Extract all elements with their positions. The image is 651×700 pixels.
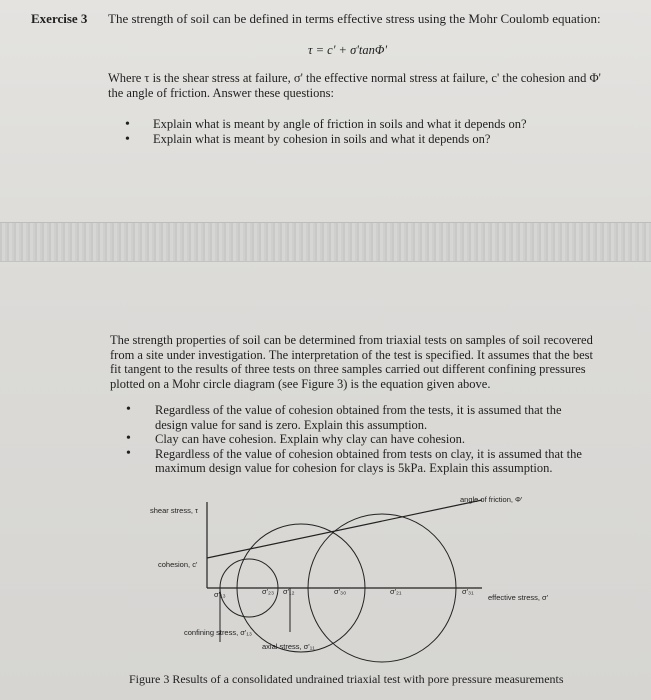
sigma-21-label: σ'₂₁ [390,587,402,596]
figure-caption: Figure 3 Results of a consolidated undrained triaxial test with pore pressure measurements [129,672,564,686]
sigma-12-label: σ'₁₂ [283,587,295,596]
mohr-circle-figure [140,492,580,662]
equation-definitions: Where τ is the shear stress at failure, σ' the effective normal stress at failure, c' the cohesion and Φ' the angle of friction. Answer these questions: [108,71,601,100]
mohr-coulomb-equation: τ = c' + σ'tanΦ' [308,43,388,57]
question-item: • Explain what is meant by cohesion in soils and what it depends on? [125,132,605,147]
failure-envelope-line [207,500,482,558]
sigma-23-label: σ'₂₃ [262,587,275,596]
cohesion-label: cohesion, c' [158,560,198,569]
question-item: • Explain what is meant by angle of friction in soils and what it depends on? [125,117,605,132]
sigma-31-label: σ'₃₁ [462,587,474,596]
exercise-label: Exercise 3 [31,11,88,26]
effective-stress-label: effective stress, σ' [488,593,549,602]
sigma-30-label: σ'₃₀ [334,587,347,596]
triaxial-paragraph: The strength properties of soil can be determined from triaxial tests on samples of soil recovered from a site under investigation. The interpretation of the test is specified. It assumes that the best fit tangent to the results of three tests on three samples carried out different confining pressures plotted on a Mohr circle diagram (see Figure 3) is the equation given above. [110,333,593,391]
axial-stress-label: axial stress, σ'₁₁ [262,642,315,651]
assumption-item: • Regardless of the value of cohesion obtained from tests on clay, it is assumed that the maximum design value for cohesion for clays is 5kPa. Explain this assumption. [126,447,586,476]
page-divider-band [0,222,651,262]
question-list [125,117,605,147]
assumption-item: • Clay can have cohesion. Explain why clay can have cohesion. [126,432,586,447]
shear-axis-label: shear stress, τ [150,506,198,515]
exercise-intro: The strength of soil can be defined in terms effective stress using the Mohr Coulomb equation: [108,11,601,26]
assumption-list [126,403,586,476]
assumption-item: • Regardless of the value of cohesion obtained from the tests, it is assumed that the design value for sand is zero. Explain this assumption. [126,403,586,432]
mohr-circle-diagram [140,492,580,662]
sigma-13-label: σ'₁₃ [214,590,226,599]
friction-angle-label: angle of friction, Φ' [460,495,523,504]
confining-stress-label: confining stress, σ'₁₃ [184,628,252,637]
